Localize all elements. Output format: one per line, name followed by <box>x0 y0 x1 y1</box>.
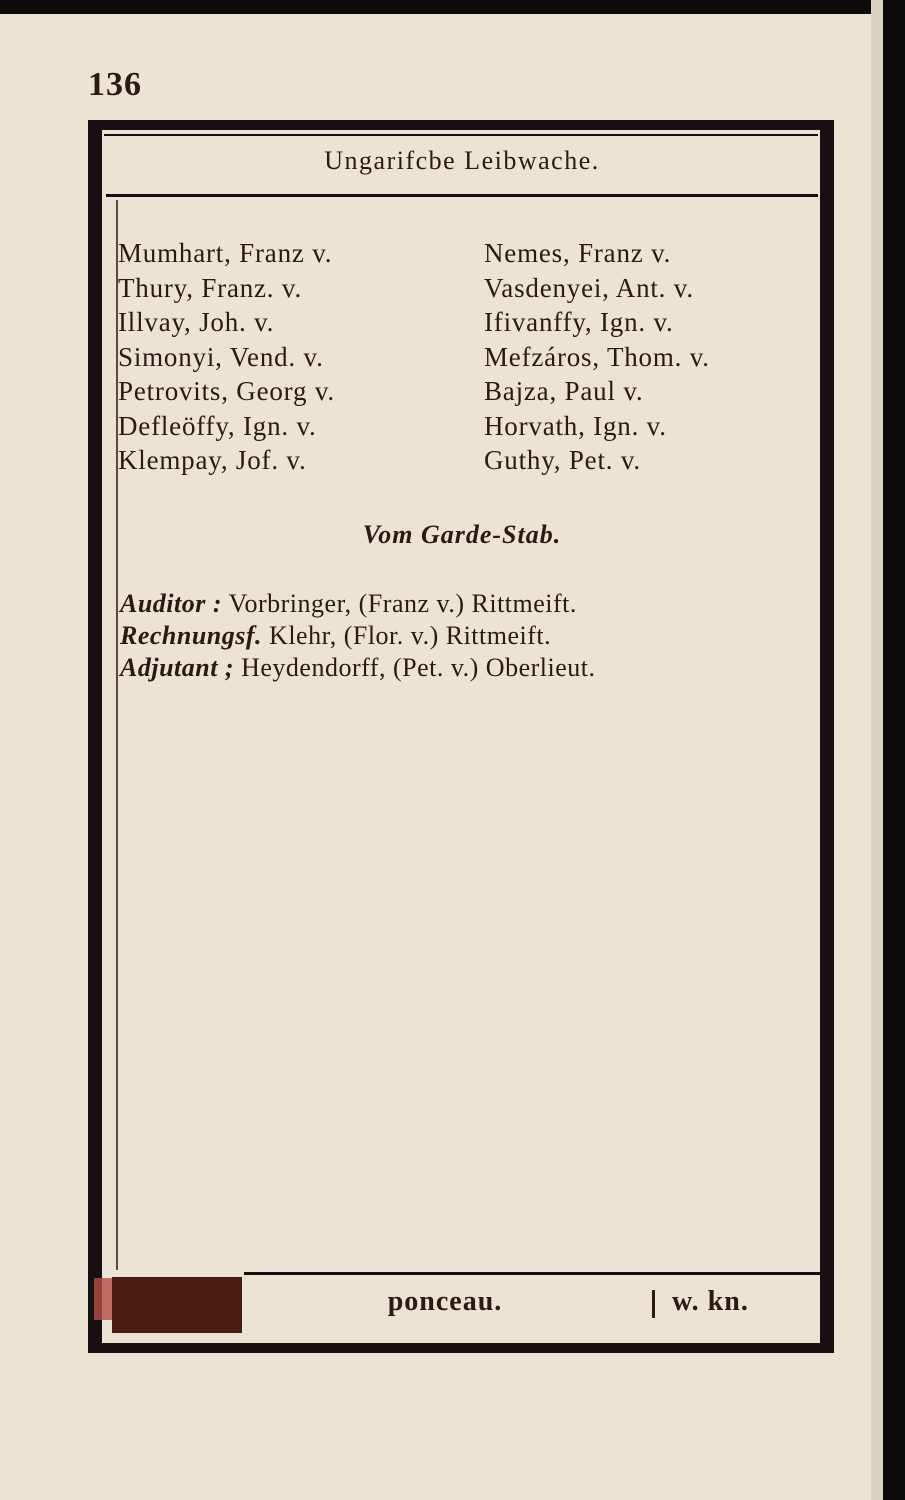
colour-swatch-bleed <box>94 1278 114 1320</box>
roster-entry: Simonyi, Vend. v. <box>118 341 324 372</box>
scan-border-right <box>883 0 905 1500</box>
roster-entry: Horvath, Ign. v. <box>484 410 667 441</box>
frame-bottom-rule <box>88 1343 834 1353</box>
roster-entry: Nemes, Franz v. <box>484 238 672 268</box>
staff-name: Heydendorff, (Pet. v.) Oberlieut. <box>241 653 596 682</box>
roster-entry: Thury, Franz. v. <box>118 272 303 303</box>
roster-entry: Mumhart, Franz v. <box>118 238 333 268</box>
button-colour-label: w. kn. <box>672 1286 749 1317</box>
staff-role: Auditor : <box>120 589 223 618</box>
header-divider <box>106 194 818 197</box>
roster-entry: Illvay, Joh. v. <box>118 307 275 337</box>
frame-left-rule <box>88 120 102 1353</box>
staff-list <box>120 588 818 684</box>
staff-entry <box>120 588 818 620</box>
roster-entry: Petrovits, Georg v. <box>118 376 335 406</box>
staff-entry <box>120 652 818 684</box>
uniform-colour-label: ponceau. <box>387 1286 503 1317</box>
staff-section-heading: Vom Garde-Stab. <box>362 520 562 549</box>
footer-separator <box>652 1290 655 1318</box>
roster-entry: Bajza, Paul v. <box>484 376 644 406</box>
roster-entry: Guthy, Pet. v. <box>484 445 641 475</box>
staff-role: Adjutant ; <box>120 653 235 682</box>
roster-entry: Klempay, Jof. v. <box>118 445 307 475</box>
roster-right-column <box>484 236 819 478</box>
roster-entry: Defleöffy, Ign. v. <box>118 410 317 441</box>
staff-entry <box>120 620 818 652</box>
page-number: 136 <box>88 66 142 103</box>
frame-top-rule <box>88 120 834 130</box>
scan-border-top <box>0 0 905 14</box>
roster-entry: Mefzáros, Thom. v. <box>484 341 710 372</box>
roster-left-column <box>118 236 480 478</box>
footer-divider-rule <box>244 1272 820 1275</box>
staff-name: Vorbringer, (Franz v.) Rittmeift. <box>228 589 577 618</box>
uniform-colour-swatch <box>112 1277 242 1333</box>
staff-name: Klehr, (Flor. v.) Rittmeift. <box>269 621 552 650</box>
staff-role: Rechnungsf. <box>120 621 263 650</box>
roster-entry: Vasdenyei, Ant. v. <box>484 272 694 303</box>
roster-entry: Ifivanffy, Ign. v. <box>484 307 674 337</box>
page-gutter <box>871 0 883 1500</box>
frame-right-rule <box>820 126 834 1353</box>
section-heading: Ungarifcbe Leibwache. <box>324 146 600 175</box>
frame-top-inner-rule <box>104 134 818 136</box>
